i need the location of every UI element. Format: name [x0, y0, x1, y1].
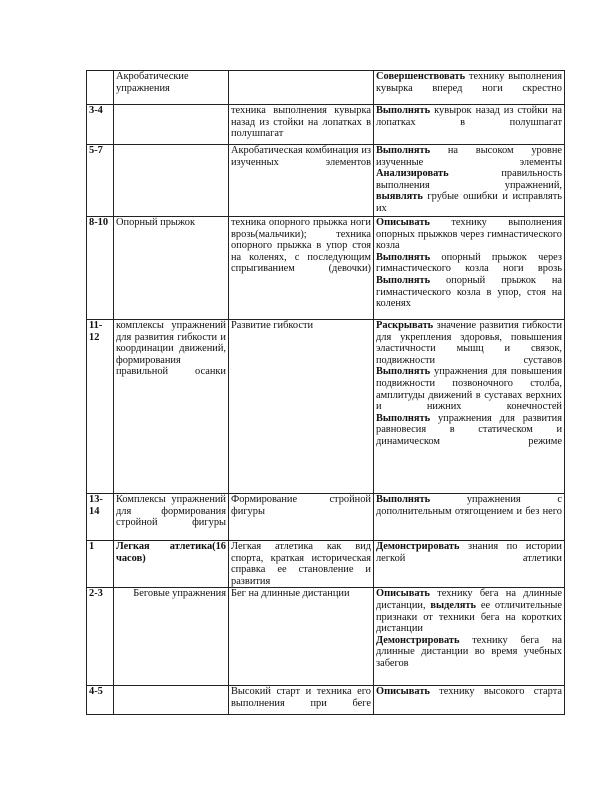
activity-verb: Раскрывать — [376, 320, 434, 331]
activity-verb: Выполнять — [376, 145, 431, 156]
section-cell: Акробатические упражнения — [114, 71, 229, 105]
activity-text: технику бега на длинные дистанции во время учебных забегов — [376, 634, 562, 669]
activity-item — [376, 541, 562, 564]
activity-text: значение развития гибкости для укрепления здоровья, повышения эластичности мышц и связок, подвижности суставов — [376, 320, 562, 366]
activity-verb: Выполнять — [376, 105, 431, 116]
activity-verb: Выполнять — [376, 366, 431, 378]
activity-verb: Выполнять — [376, 251, 431, 263]
lesson-number: 11-12 — [87, 320, 114, 494]
topic-cell: Формирование стройной фигуры — [229, 494, 374, 541]
lesson-number — [87, 71, 114, 105]
lesson-number: 5-7 — [87, 145, 114, 217]
activities-cell — [374, 320, 565, 494]
activity-item — [376, 686, 562, 698]
activity-verb: Демонстрировать — [376, 634, 460, 646]
activity-verb: Совершенствовать — [376, 71, 466, 82]
section-cell — [114, 145, 229, 217]
section-cell: Беговые упражнения — [114, 588, 229, 686]
activity-text: упражнения с дополнительным отягощением и без него — [376, 494, 562, 517]
table-row — [87, 588, 565, 686]
activity-item — [376, 217, 562, 252]
table-row — [87, 686, 565, 715]
section-cell: Комплексы упражнений для формирования стройной фигуры — [114, 494, 229, 541]
activity-item — [376, 71, 562, 94]
activity-text: технику высокого старта — [429, 686, 562, 698]
activity-verb: выявлять — [376, 191, 423, 203]
activity-verb: Описывать — [376, 588, 430, 600]
topic-cell: техника выполнения кувырка назад из стойки на лопатках в полушпагат — [229, 105, 374, 145]
activities-cell — [374, 71, 565, 105]
table-row — [87, 105, 565, 145]
section-cell — [114, 105, 229, 145]
activity-text: грубые ошибки и исправлять их — [376, 191, 562, 214]
lesson-number: 2-3 — [87, 588, 114, 686]
activity-item — [376, 413, 562, 448]
activity-item — [376, 105, 562, 128]
activity-text: ее отличительные признаки от техники бега на коротких дистанции — [376, 599, 562, 635]
topic-cell — [229, 71, 374, 105]
activity-item — [376, 588, 562, 634]
section-cell: Опорный прыжок — [114, 217, 229, 320]
activity-verb: Выполнять — [376, 494, 431, 505]
section-cell — [114, 686, 229, 715]
activities-cell — [374, 494, 565, 541]
activity-text: опорный прыжок через гимнастического козла ноги врозь — [376, 251, 562, 275]
activity-verb: Описывать — [376, 686, 430, 698]
activity-verb: Описывать — [376, 217, 430, 228]
activities-cell — [374, 145, 565, 217]
activity-verb: выделять — [430, 599, 477, 611]
activity-text: опорный прыжок на гимнастического козла в упор, стоя на коленях — [376, 274, 562, 310]
curriculum-table — [86, 70, 565, 715]
activities-cell — [374, 588, 565, 686]
activity-text: технику выполнения опорных прыжков через гимнастического козла — [376, 217, 562, 252]
table-row — [87, 145, 565, 217]
table-row — [87, 494, 565, 541]
lesson-number: 4-5 — [87, 686, 114, 715]
activity-item — [376, 366, 562, 412]
lesson-number: 3-4 — [87, 105, 114, 145]
lesson-number: 13-14 — [87, 494, 114, 541]
section-cell: комплексы упражнений для развития гибкости и координации движений, формирования правильной осанки — [114, 320, 229, 494]
topic-cell: техника опорного прыжка ноги врозь(мальчики); техника опорного прыжка в упор стоя на коленях, с последующим спрыгиванием (девочки) — [229, 217, 374, 320]
activity-text: упражнения для развития равновесия в статическом и динамическом режиме — [376, 412, 562, 447]
activity-text: упражнения для повышения подвижности позвоночного столба, амплитуды движений в суставах верхних и нижних конечностей — [376, 366, 562, 413]
activity-text: правильность выполнения упражнений, — [376, 168, 562, 191]
table-row — [87, 217, 565, 320]
activities-cell — [374, 217, 565, 320]
topic-cell: Развитие гибкости — [229, 320, 374, 494]
table-row — [87, 71, 565, 105]
activity-item — [376, 191, 562, 214]
activity-item — [376, 320, 562, 366]
activity-item — [376, 145, 562, 168]
section-cell: Легкая атлетика(16 часов) — [114, 541, 229, 588]
topic-cell: Легкая атлетика как вид спорта, краткая историческая справка ее становление и развития — [229, 541, 374, 588]
topic-cell: Бег на длинные дистанции — [229, 588, 374, 686]
activity-verb: Выполнять — [376, 412, 431, 424]
activity-item — [376, 168, 562, 191]
activity-text: на высоком уровне изученные элементы — [376, 145, 562, 168]
activity-item — [376, 494, 562, 517]
activity-item — [376, 275, 562, 310]
topic-cell: Акробатическая комбинация из изученных элементов — [229, 145, 374, 217]
topic-cell: Высокий старт и техника его выполнения при беге — [229, 686, 374, 715]
activity-text: знания по истории легкой атлетики — [376, 541, 562, 564]
activity-verb: Анализировать — [376, 168, 449, 180]
activity-text: технику бега на длинные дистанции, — [376, 588, 562, 611]
lesson-number: 1 — [87, 541, 114, 588]
activity-item — [376, 252, 562, 275]
activities-cell — [374, 686, 565, 715]
activity-text: технику выполнения кувырка вперед ноги скрестно — [376, 71, 562, 94]
activity-verb: Демонстрировать — [376, 541, 460, 552]
activity-item — [376, 635, 562, 670]
table-row — [87, 320, 565, 494]
activities-cell — [374, 541, 565, 588]
activities-cell — [374, 105, 565, 145]
activity-verb: Выполнять — [376, 274, 431, 286]
table-row — [87, 541, 565, 588]
lesson-number: 8-10 — [87, 217, 114, 320]
activity-text: кувырок назад из стойки на лопатках в полушпагат — [376, 105, 562, 128]
